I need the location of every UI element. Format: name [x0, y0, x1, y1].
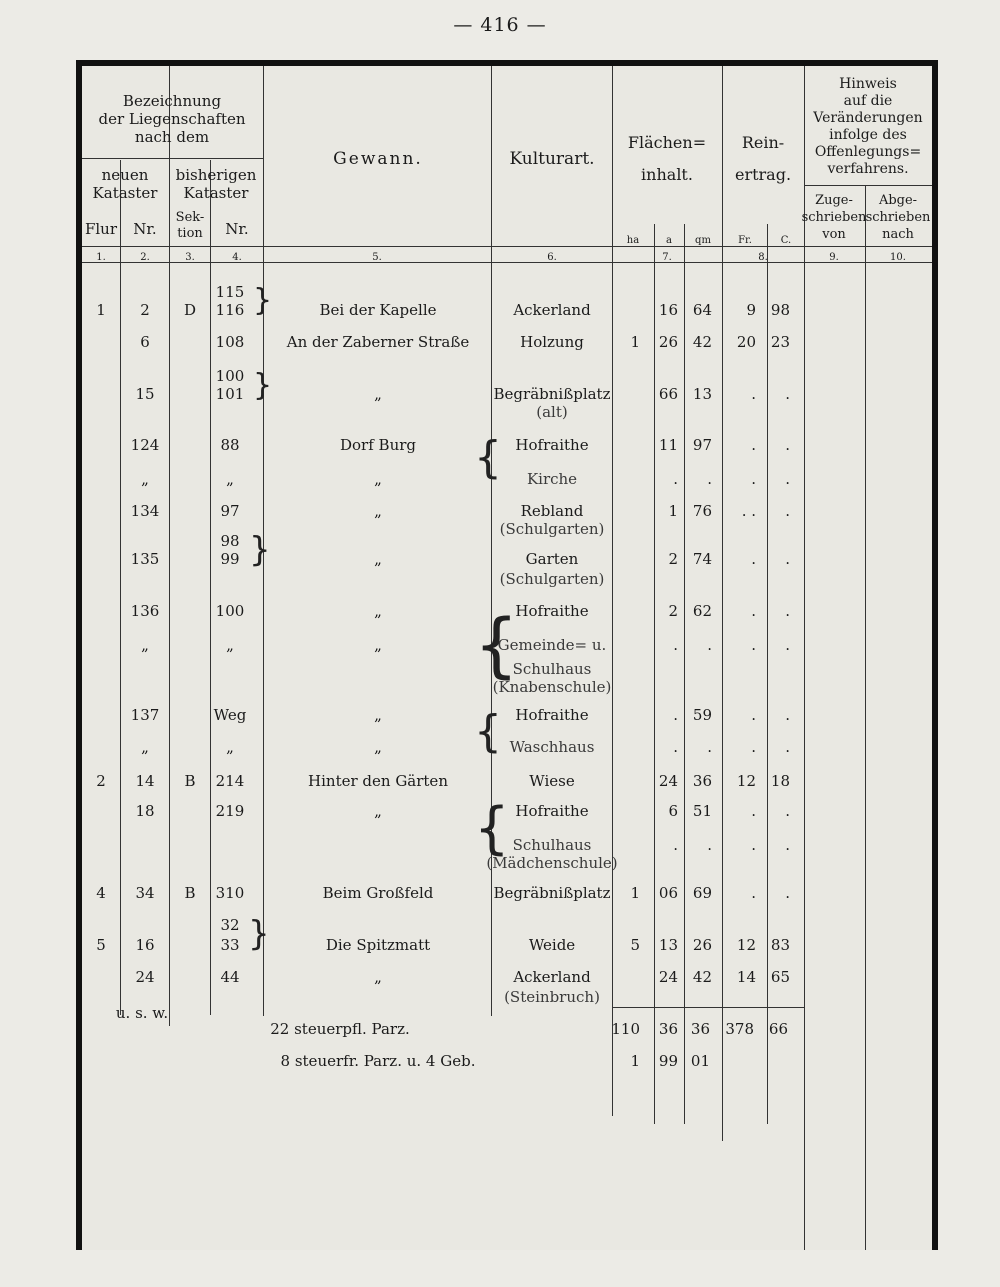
- unit-a: a: [666, 235, 672, 246]
- header-abgeschrieben-line: Abge-: [878, 193, 918, 208]
- table-cell-fr: 14: [736, 968, 756, 986]
- header-bezeichnung-line: nach dem: [134, 128, 210, 146]
- table-cell-kultur: (Knabenschule): [492, 678, 612, 696]
- table-cell-c: .: [785, 602, 790, 620]
- table-cell-kultur: Garten: [525, 550, 579, 568]
- header-zugeschrieben-line: schrieben: [801, 210, 867, 225]
- table-cell-old: 100: [215, 602, 245, 620]
- summary-steuerfr-ha: 1: [630, 1052, 640, 1070]
- header-sektion-line: tion: [177, 226, 203, 241]
- table-cell-a: 1: [668, 502, 678, 520]
- col-number: 6.: [547, 252, 557, 263]
- header-numbers-top: [82, 246, 932, 247]
- table-cell-c: .: [785, 470, 790, 488]
- table-cell-old: 108: [215, 333, 245, 351]
- table-cell-c: .: [785, 706, 790, 724]
- table-cell-ha: 5: [630, 936, 640, 954]
- rule-col9: [804, 66, 805, 1250]
- header-hinweis-line: verfahrens.: [827, 161, 909, 177]
- table-cell-nr: „: [141, 636, 149, 654]
- table-cell-nr: 16: [135, 936, 155, 954]
- brace-icon: {: [474, 432, 502, 483]
- table-cell-c: .: [785, 636, 790, 654]
- col-number: 9.: [829, 252, 839, 263]
- table-cell-sek: D: [183, 301, 197, 319]
- summary-steuerpfl-qm: 36: [690, 1020, 710, 1038]
- table-cell-kultur: Hofraithe: [515, 802, 589, 820]
- rule-col2: [169, 66, 170, 1026]
- header-hinweis-line: infolge des: [829, 127, 907, 143]
- table-cell-qm: 74: [692, 550, 712, 568]
- header-flur: Flur: [84, 220, 118, 238]
- table-cell-gewann: Bei der Kapelle: [319, 301, 437, 319]
- table-cell-fr: .: [751, 738, 756, 756]
- table-cell-old: 214: [215, 772, 245, 790]
- table-cell-nr: 34: [135, 884, 155, 902]
- table-cell-flur: 1: [96, 301, 106, 319]
- table-cell-gewann: „: [374, 802, 382, 820]
- brace-icon: }: [249, 530, 271, 570]
- unit-c: C.: [780, 235, 792, 246]
- table-cell-qm: .: [707, 738, 712, 756]
- table-cell-kultur: Weide: [528, 936, 576, 954]
- table-cell-kultur: Schulhaus: [512, 836, 592, 854]
- table-cell-flur: 4: [96, 884, 106, 902]
- table-cell-qm: 26: [692, 936, 712, 954]
- rule-col7-b: [684, 224, 685, 1124]
- table-cell-a: .: [673, 636, 678, 654]
- table-cell-kultur: (Mädchenschule): [486, 854, 618, 872]
- table-cell-old: 100: [215, 367, 245, 385]
- header-zugeschrieben-line: von: [822, 227, 846, 242]
- header-hinweis-line: Hinweis: [839, 76, 897, 92]
- table-cell-c: 98: [770, 301, 790, 319]
- summary-steuerpfl-ha: 110: [611, 1020, 640, 1038]
- header-subrule-hinweis: [804, 185, 932, 186]
- brace-icon: }: [253, 283, 273, 318]
- table-cell-fr: .: [751, 836, 756, 854]
- table-cell-sek: B: [184, 772, 196, 790]
- table-cell-gewann: Hinter den Gärten: [308, 772, 448, 790]
- table-cell-nr: 135: [130, 550, 160, 568]
- table-cell-old: 97: [220, 502, 240, 520]
- table-cell-kultur: Rebland: [520, 502, 584, 520]
- table-cell-fr: . .: [741, 502, 756, 520]
- header-sektion-line: Sek-: [175, 210, 205, 225]
- table-cell-old: „: [226, 636, 234, 654]
- table-cell-a: 66: [658, 385, 678, 403]
- table-cell-nr: 136: [130, 602, 160, 620]
- table-cell-gewann: Dorf Burg: [339, 436, 417, 454]
- table-cell-c: .: [785, 550, 790, 568]
- table-cell-a: 24: [658, 968, 678, 986]
- table-cell-fr: .: [751, 470, 756, 488]
- col-number: 1.: [96, 252, 106, 263]
- table-cell-qm: 97: [692, 436, 712, 454]
- table-cell-kultur: Hofraithe: [515, 602, 589, 620]
- rule-col8: [722, 66, 723, 1141]
- table-cell-c: .: [785, 802, 790, 820]
- col-number: 10.: [890, 252, 906, 263]
- table-cell-qm: 42: [692, 333, 712, 351]
- header-bezeichnung: [98, 92, 245, 146]
- header-reinertrag-2: ertrag.: [734, 165, 792, 184]
- brace-icon: }: [253, 368, 273, 403]
- table-cell-a: 26: [658, 333, 678, 351]
- table-cell-kultur: Kirche: [526, 470, 578, 488]
- table-cell-fr: .: [751, 550, 756, 568]
- table-cell-fr: .: [751, 802, 756, 820]
- header-numbers-bottom: [82, 262, 932, 263]
- table-cell-old: „: [226, 738, 234, 756]
- table-cell-qm: .: [707, 636, 712, 654]
- table-cell-nr: 124: [130, 436, 160, 454]
- table-cell-fr: .: [751, 706, 756, 724]
- unit-ha: ha: [626, 235, 640, 246]
- table-cell-ha: 1: [630, 333, 640, 351]
- table-cell-nr: 15: [135, 385, 155, 403]
- table-cell-nr: 134: [130, 502, 160, 520]
- table-cell-qm: 36: [692, 772, 712, 790]
- table-cell-gewann: „: [374, 550, 382, 568]
- table-cell-old: 32: [220, 916, 240, 934]
- table-cell-kultur: Wiese: [529, 772, 575, 790]
- table-cell-sek: B: [184, 884, 196, 902]
- col-number: 7.: [662, 252, 672, 263]
- brace-icon: }: [248, 914, 270, 954]
- table-cell-old: 116: [215, 301, 245, 319]
- table-cell-nr: 2: [140, 301, 150, 319]
- table-cell-nr: 14: [135, 772, 155, 790]
- header-flaechen-2: inhalt.: [641, 165, 693, 184]
- table-cell-qm: 62: [692, 602, 712, 620]
- table-cell-old: 88: [220, 436, 240, 454]
- col-number: 4.: [232, 252, 242, 263]
- header-flaechen-1: Flächen=: [627, 133, 707, 152]
- header-kulturart: Kulturart.: [509, 149, 595, 169]
- table-cell-nr: 24: [135, 968, 155, 986]
- unit-qm: qm: [695, 235, 711, 246]
- table-cell-fr: .: [751, 602, 756, 620]
- table-cell-gewann: „: [374, 470, 382, 488]
- table-cell-flur: 2: [96, 772, 106, 790]
- table-cell-a: .: [673, 470, 678, 488]
- summary-steuerpfl-label: 22 steuerpfl. Parz.: [270, 1020, 410, 1038]
- header-abgeschrieben-line: nach: [882, 227, 914, 242]
- page-number: — 416 —: [453, 14, 547, 36]
- table-cell-kultur: Begräbnißplatz: [493, 385, 611, 403]
- table-cell-old: 98: [220, 532, 240, 550]
- table-cell-a: 6: [668, 802, 678, 820]
- table-cell-qm: 76: [692, 502, 712, 520]
- table-cell-gewann: Die Spitzmatt: [325, 936, 431, 954]
- header-subrule-left: [82, 158, 263, 159]
- table-cell-old: 310: [215, 884, 245, 902]
- table-cell-old: 44: [220, 968, 240, 986]
- table-top-border: [76, 60, 938, 66]
- col-number: 8.: [758, 252, 768, 263]
- table-cell-c: .: [785, 884, 790, 902]
- table-cell-c: .: [785, 836, 790, 854]
- table-cell-gewann: „: [374, 602, 382, 620]
- table-cell-c: 65: [770, 968, 790, 986]
- table-cell-old: 101: [215, 385, 245, 403]
- header-gewann: Gewann.: [333, 149, 423, 169]
- header-hinweis-line: auf die: [843, 93, 893, 109]
- table-cell-kultur: (alt): [536, 403, 568, 421]
- table-cell-gewann: Beim Großfeld: [322, 884, 434, 902]
- table-cell-kultur: (Steinbruch): [504, 988, 600, 1006]
- col-number: 2.: [140, 252, 150, 263]
- summary-steuerfr-qm: 01: [690, 1052, 710, 1070]
- rule-col3: [210, 160, 211, 1015]
- table-cell-nr: „: [141, 738, 149, 756]
- table-cell-gewann: „: [374, 968, 382, 986]
- table-cell-old: 33: [220, 936, 240, 954]
- table-left-border: [76, 60, 82, 1250]
- col-number: 5.: [372, 252, 382, 263]
- table-cell-qm: 13: [692, 385, 712, 403]
- table-cell-kultur: Waschhaus: [509, 738, 595, 756]
- table-cell-c: 83: [770, 936, 790, 954]
- table-cell-qm: .: [707, 470, 712, 488]
- header-nr-new: Nr.: [133, 220, 157, 238]
- table-cell-a: 13: [658, 936, 678, 954]
- table-cell-old: 219: [215, 802, 245, 820]
- header-reinertrag-1: Rein-: [741, 133, 785, 152]
- table-cell-old: 115: [215, 283, 245, 301]
- unit-fr: Fr.: [738, 235, 752, 246]
- table-cell-kultur: Hofraithe: [515, 706, 589, 724]
- table-cell-kultur: Ackerland: [513, 968, 591, 986]
- table-cell-nr: 18: [135, 802, 155, 820]
- header-zugeschrieben-line: Zuge-: [815, 193, 853, 208]
- table-cell-old: „: [226, 470, 234, 488]
- table-cell-gewann: „: [374, 738, 382, 756]
- table-cell-a: 06: [658, 884, 678, 902]
- brace-icon: {: [474, 706, 502, 757]
- table-cell-nr: 6: [140, 333, 150, 351]
- table-cell-qm: 42: [692, 968, 712, 986]
- table-cell-c: .: [785, 738, 790, 756]
- table-cell-qm: .: [707, 836, 712, 854]
- table-cell-c: .: [785, 436, 790, 454]
- table-cell-gewann: An der Zaberner Straße: [286, 333, 470, 351]
- table-cell-fr: .: [751, 884, 756, 902]
- table-cell-c: .: [785, 385, 790, 403]
- table-cell-kultur: Schulhaus: [512, 660, 592, 678]
- header-sektion: [176, 210, 205, 242]
- header-neuen-line: Kataster: [92, 184, 158, 202]
- table-right-border: [932, 60, 938, 1250]
- table-cell-qm: 51: [692, 802, 712, 820]
- header-bisherigen-kataster: [176, 166, 257, 202]
- summary-steuerfr-label: 8 steuerfr. Parz. u. 4 Geb.: [280, 1052, 476, 1070]
- rule-col7-a: [654, 224, 655, 1124]
- summary-steuerpfl-a: 36: [658, 1020, 678, 1038]
- table-cell-qm: 64: [692, 301, 712, 319]
- table-cell-fr: 12: [736, 772, 756, 790]
- table-cell-a: 2: [668, 602, 678, 620]
- table-cell-gewann: „: [374, 706, 382, 724]
- header-bisherigen-line: Kataster: [183, 184, 249, 202]
- table-cell-kultur: Hofraithe: [515, 436, 589, 454]
- header-hinweis: [813, 76, 922, 178]
- header-abgeschrieben: [866, 192, 931, 243]
- table-cell-c: 23: [770, 333, 790, 351]
- rule-col10: [865, 186, 866, 1250]
- header-zugeschrieben: [802, 192, 867, 243]
- table-cell-kultur: Gemeinde= u.: [497, 636, 607, 654]
- brace-icon: {: [474, 604, 519, 686]
- table-cell-qm: 69: [692, 884, 712, 902]
- table-cell-a: 24: [658, 772, 678, 790]
- table-cell-kultur: (Schulgarten): [499, 570, 605, 588]
- table-cell-fr: .: [751, 385, 756, 403]
- header-neuen-kataster: [93, 166, 158, 202]
- header-bisherigen-line: bisherigen: [175, 166, 257, 184]
- table-cell-kultur: Holzung: [520, 333, 584, 351]
- header-hinweis-line: Veränderungen: [813, 110, 923, 126]
- table-cell-a: .: [673, 706, 678, 724]
- table-cell-old: Weg: [213, 706, 247, 724]
- table-cell-fr: .: [751, 436, 756, 454]
- header-bezeichnung-line: Bezeichnung: [122, 92, 222, 110]
- header-bezeichnung-line: der Liegenschaften: [98, 110, 246, 128]
- table-cell-a: 11: [658, 436, 678, 454]
- table-cell-fr: 20: [736, 333, 756, 351]
- summary-steuerpfl-fr: 378: [725, 1020, 754, 1038]
- table-cell-kultur: (Schulgarten): [499, 520, 605, 538]
- header-nr-old: Nr.: [225, 220, 249, 238]
- table-cell-old: 99: [220, 550, 240, 568]
- table-cell-fr: 12: [736, 936, 756, 954]
- header-abgeschrieben-line: schrieben: [865, 210, 931, 225]
- rule-col8-c: [767, 224, 768, 1124]
- table-cell-c: 18: [770, 772, 790, 790]
- table-cell-a: .: [673, 738, 678, 756]
- table-cell-nr: „: [141, 470, 149, 488]
- header-hinweis-line: Offenlegungs=: [814, 144, 922, 160]
- table-cell-a: .: [673, 836, 678, 854]
- table-cell-gewann: „: [374, 385, 382, 403]
- table-cell-a: 16: [658, 301, 678, 319]
- table-cell-c: .: [785, 502, 790, 520]
- table-cell-kultur: Begräbnißplatz: [493, 884, 611, 902]
- brace-icon: {: [474, 796, 510, 861]
- summary-steuerfr-a: 99: [658, 1052, 678, 1070]
- col-number: 3.: [185, 252, 195, 263]
- rule-col5: [491, 66, 492, 1016]
- header-neuen-line: neuen: [101, 166, 149, 184]
- total-rule: [612, 1007, 804, 1008]
- table-cell-gewann: „: [374, 502, 382, 520]
- summary-steuerpfl-c: 66: [768, 1020, 788, 1038]
- table-cell-a: 2: [668, 550, 678, 568]
- table-cell-fr: .: [751, 636, 756, 654]
- table-cell-qm: 59: [692, 706, 712, 724]
- rule-col6: [612, 66, 613, 1116]
- table-cell-kultur: Ackerland: [513, 301, 591, 319]
- table-cell-gewann: „: [374, 636, 382, 654]
- table-cell-nr: 137: [130, 706, 160, 724]
- table-cell-ha: 1: [630, 884, 640, 902]
- rule-col1: [120, 160, 121, 1015]
- usw-text: u. s. w.: [115, 1004, 169, 1022]
- table-cell-flur: 5: [96, 936, 106, 954]
- table-cell-fr: 9: [746, 301, 756, 319]
